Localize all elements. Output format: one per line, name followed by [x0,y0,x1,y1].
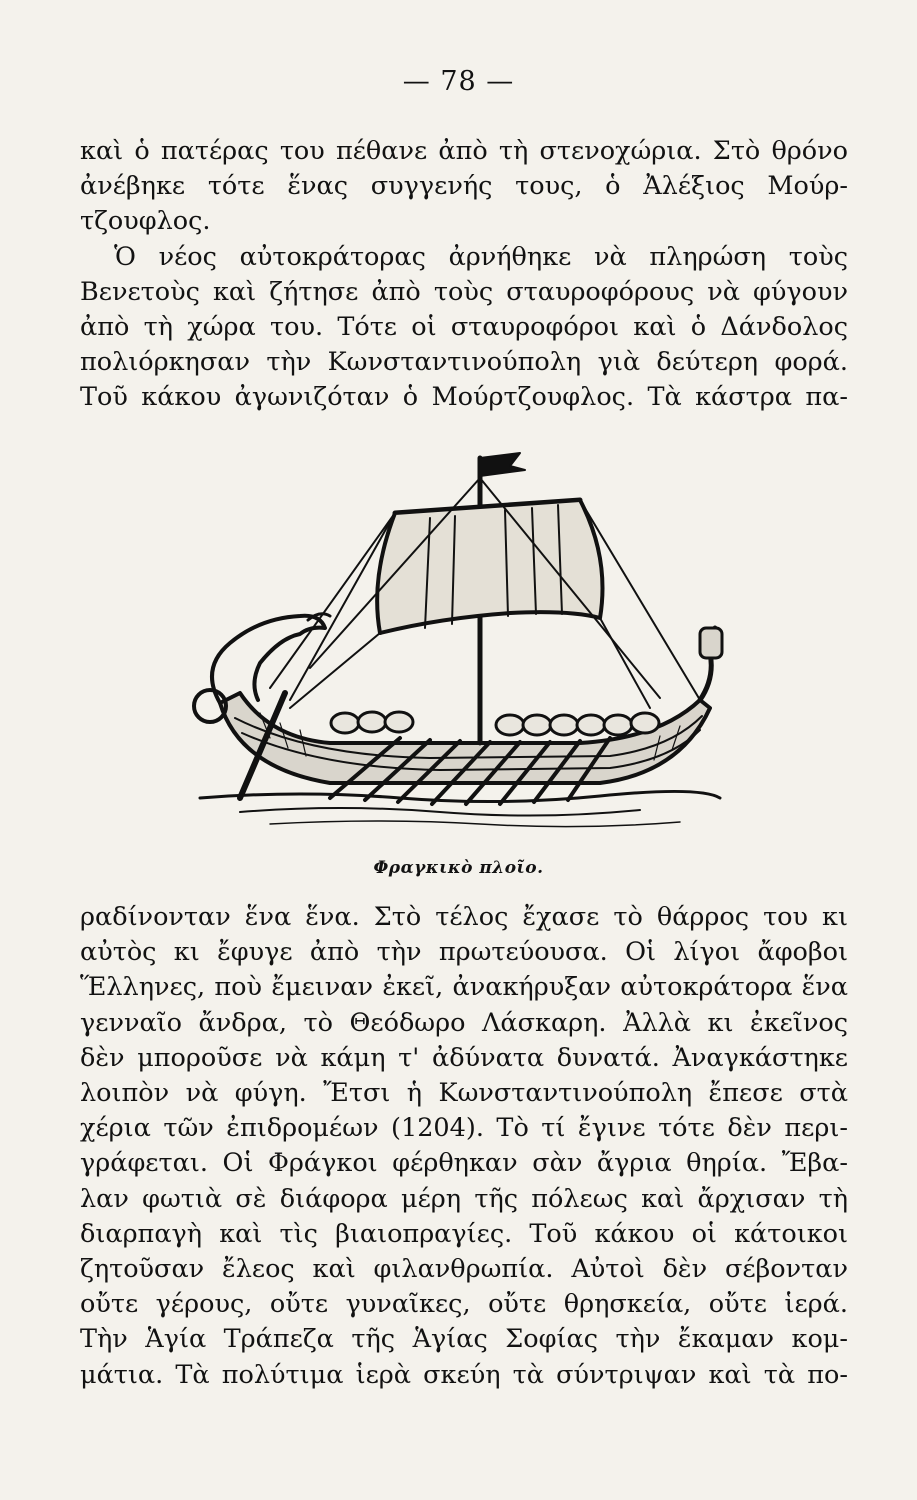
paragraph-top [80,134,848,416]
text-line: δὲν μποροῦσε νὰ κάμη τ' ἀδύνατα δυνατά. Ἀναγκάστηκε [80,1042,848,1073]
text-line: ἀπὸ τὴ χώρα του. Τότε οἱ σταυροφόροι καὶ ὁ Δάνδολος [80,312,848,343]
text-line: διαρπαγὴ καὶ τὶς βιαιοπραγίες. Τοῦ κάκου οἱ κάτοικοι [80,1218,848,1249]
text-line: χέρια τῶν ἐπιδρομέων (1204). Τὸ τί ἔγινε τότε δὲν περι- [80,1113,848,1144]
text-line: γενναῖο ἄνδρα, τὸ Θεόδωρο Λάσκαρη. Ἀλλὰ κι ἐκεῖνος [80,1007,848,1038]
text-line: αὐτὸς κι ἔφυγε ἀπὸ τὴν πρωτεύουσα. Οἱ λίγοι ἄφοβοι [80,937,848,968]
text-line: Τὴν Ἁγία Τράπεζα τῆς Ἁγίας Σοφίας τὴν ἔκαμαν κομ- [80,1324,848,1355]
ship-illustration [180,438,740,848]
text-line: πολιόρκησαν τὴν Κωνσταντινούπολη γιὰ δεύτερη φορά. [80,347,848,378]
text-line: τζουφλος. [80,206,211,237]
text-line: Τοῦ κάκου ἀγωνιζόταν ὁ Μούρτζουφλος. Τὰ κάστρα πα- [80,382,848,413]
text-line: ζητοῦσαν ἔλεος καὶ φιλανθρωπία. Αὐτοὶ δὲν σέβονταν [80,1254,848,1285]
ship-drawing [180,438,740,848]
text-line: ἀνέβηκε τότε ἕνας συγγενής τους, ὁ Ἀλέξιος Μούρ- [80,171,848,202]
text-line: Ὁ νέος αὐτοκράτορας ἀρνήθηκε νὰ πληρώση τοὺς [114,241,848,272]
text-line: Ἕλληνες, ποὺ ἔμειναν ἐκεῖ, ἀνακήρυξαν αὐτοκράτορα ἕνα [80,972,848,1003]
text-line: ραδίνονταν ἕνα ἕνα. Στὸ τέλος ἔχασε τὸ θάρρος του κι [80,902,848,932]
text-line: Βενετοὺς καὶ ζήτησε ἀπὸ τοὺς σταυροφόρους νὰ φύγουν [80,276,848,307]
figure-caption: Φραγκικὸ πλοῖο. [373,858,544,878]
text-line: λαν φωτιὰ σὲ διάφορα μέρη τῆς πόλεως καὶ ἄρχισαν τὴ [80,1183,848,1214]
text-line: λοιπὸν νὰ φύγη. Ἔτσι ἡ Κωνσταντινούπολη ἔπεσε στὰ [80,1078,848,1109]
text-line: καὶ ὁ πατέρας του πέθανε ἀπὸ τὴ στενοχώρια. Στὸ θρόνο [80,136,848,166]
text-line: γράφεται. Οἱ Φράγκοι φέρθηκαν σὰν ἄγρια θηρία. Ἔβα- [80,1148,848,1179]
paragraph-bottom [80,900,848,1393]
text-line: μάτια. Τὰ πολύτιμα ἱερὰ σκεύη τὰ σύντριψαν καὶ τὰ πο- [80,1359,848,1390]
page-number: — 78 — [402,66,515,97]
text-line: οὔτε γέρους, οὔτε γυναῖκες, οὔτε θρησκεία, οὔτε ἱερά. [80,1289,848,1320]
